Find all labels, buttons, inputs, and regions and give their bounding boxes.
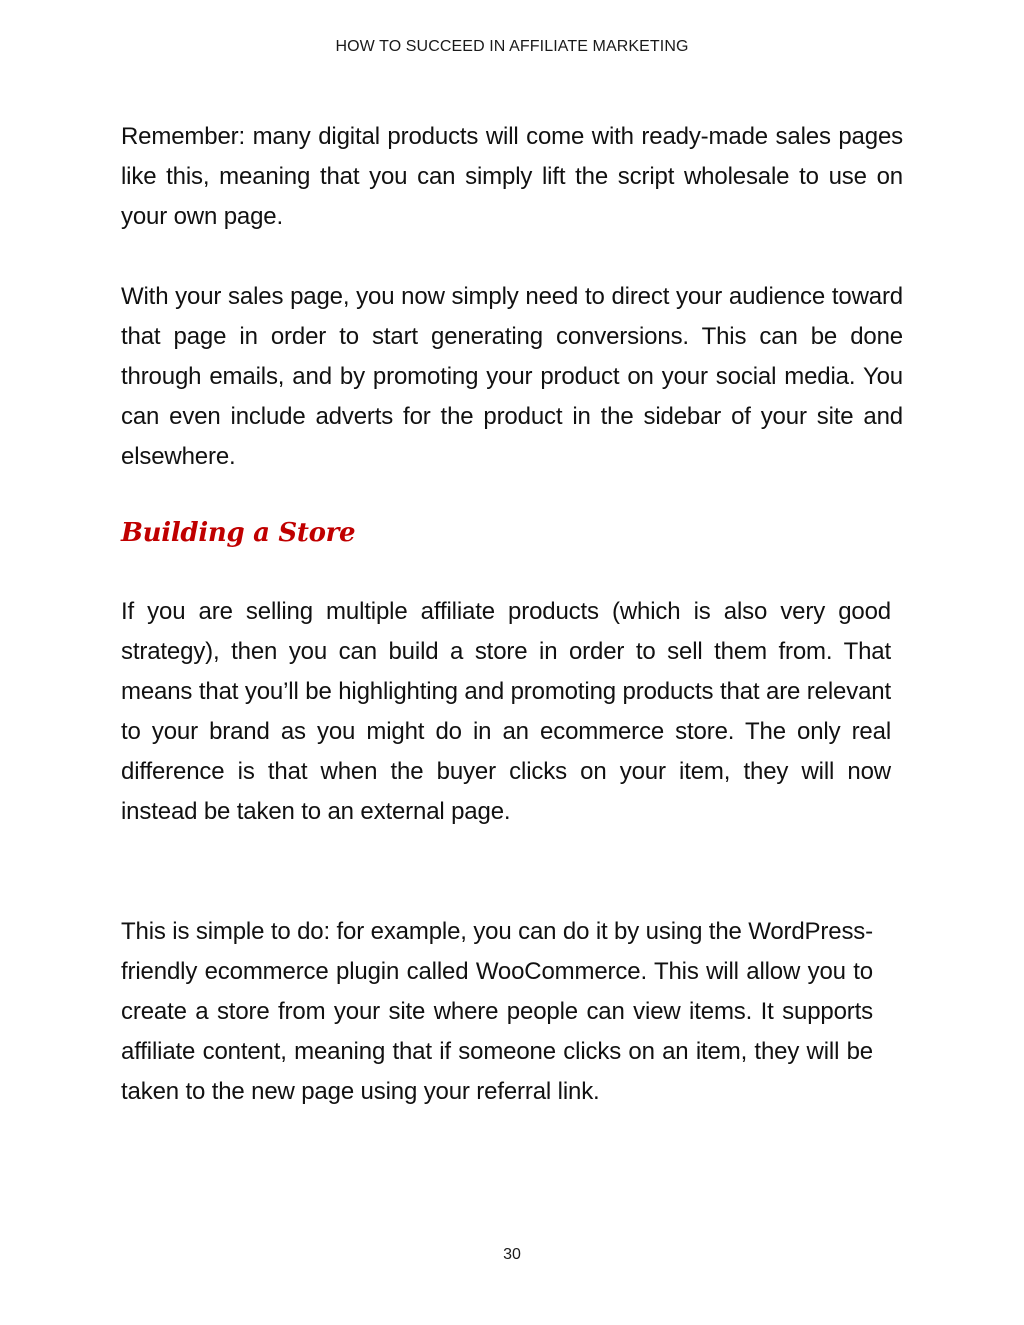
body-paragraph-3: If you are selling multiple affiliate products (which is also very good strategy), then you can build a store in order to sell them from. That means that you’ll be highlighting and promoting products that are relevant to your brand as you might do in an ecommerce store. The only real difference is that when the buyer clicks on your item, they will now instead be taken to an external page. bbox=[121, 598, 891, 825]
body-paragraph-1: Remember: many digital products will come with ready-made sales pages like this, meaning that you can simply lift the script wholesale to use on your own page. bbox=[121, 123, 903, 230]
section-heading: Building a Store bbox=[121, 518, 356, 548]
page-number: 30 bbox=[503, 1246, 521, 1263]
running-header: HOW TO SUCCEED IN AFFILIATE MARKETING bbox=[335, 38, 689, 55]
body-paragraph-2: With your sales page, you now simply need to direct your audience toward that page in order to start generating conversions. This can be done through emails, and by promoting your product on your social media. You can even include adverts for the product in the sidebar of your site and elsewhere. bbox=[121, 283, 903, 470]
body-paragraph-4: This is simple to do: for example, you can do it by using the WordPress-friendly ecommerce plugin called WooCommerce. This will allow you to create a store from your site where people can view items. It supports affiliate content, meaning that if someone clicks on an item, they will be taken to the new page using your referral link. bbox=[121, 918, 873, 1105]
